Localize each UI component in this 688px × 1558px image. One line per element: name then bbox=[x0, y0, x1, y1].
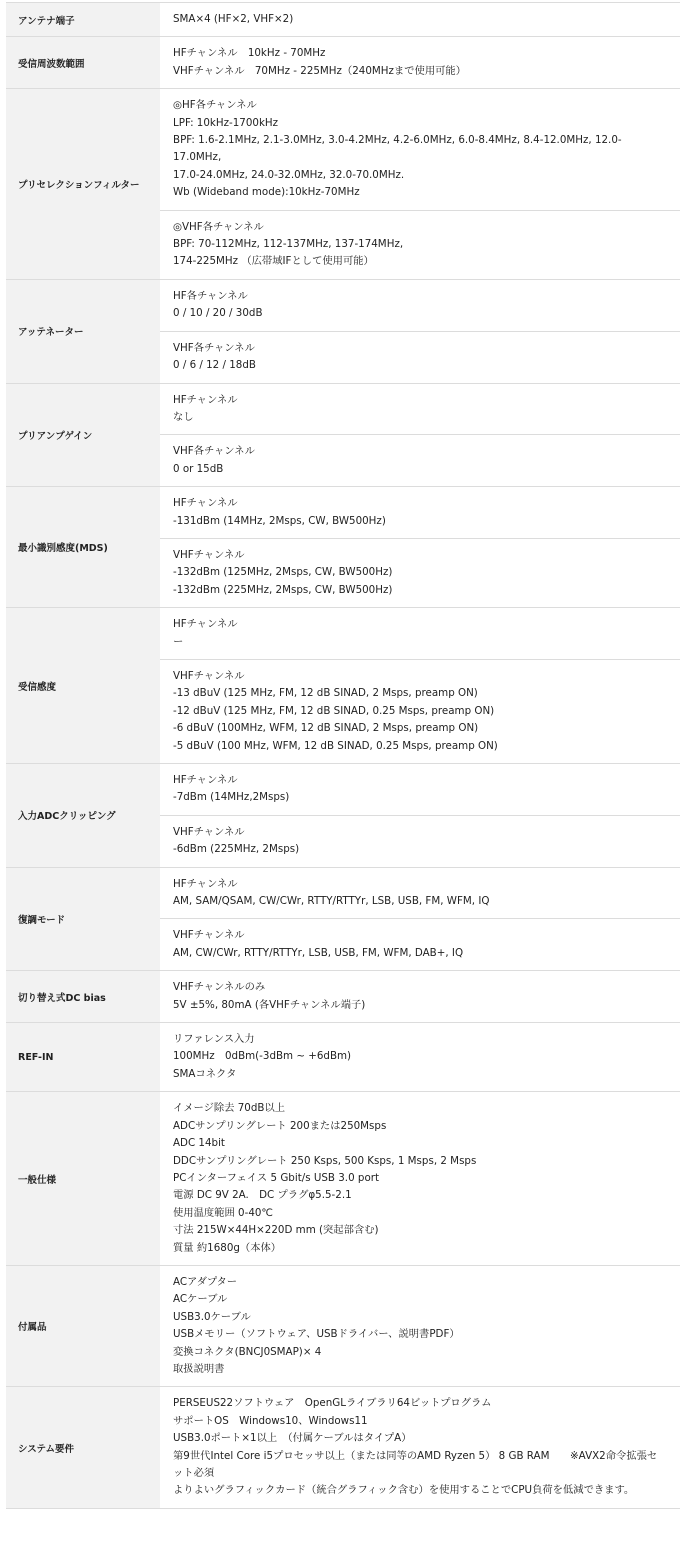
spec-value-block: VHFチャンネル -6dBm (225MHz, 2Msps) bbox=[160, 815, 680, 867]
spec-label: 切り替え式DC bias bbox=[6, 971, 160, 1022]
spec-row bbox=[6, 89, 680, 280]
spec-value-block: SMA×4 (HF×2, VHF×2) bbox=[173, 13, 294, 25]
spec-value-block: HFチャンネル AM, SAM/QSAM, CW/CWr, RTTY/RTTYr, LSB, USB, FM, WFM, IQ bbox=[173, 877, 490, 908]
spec-value-block: VHF各チャンネル 0 / 6 / 12 / 18dB bbox=[160, 331, 680, 383]
spec-value-block: VHFチャンネル -132dBm (125MHz, 2Msps, CW, BW500Hz) -132dBm (225MHz, 2Msps, CW, BW500Hz) bbox=[160, 538, 680, 607]
spec-value-block: HFチャンネル ー bbox=[173, 618, 238, 648]
spec-value-block: VHF各チャンネル 0 or 15dB bbox=[160, 434, 680, 486]
spec-value-block: HF各チャンネル 0 / 10 / 20 / 30dB bbox=[173, 289, 263, 320]
spec-value-block: HFチャンネル -7dBm (14MHz,2Msps) bbox=[173, 774, 290, 804]
spec-value-block: VHFチャンネル AM, CW/CWr, RTTY/RTTYr, LSB, USB, FM, WFM, DAB+, IQ bbox=[160, 918, 680, 970]
spec-row bbox=[6, 1387, 680, 1508]
spec-row bbox=[6, 1266, 680, 1387]
spec-value-cell bbox=[160, 280, 680, 383]
spec-value-block: ◎VHF各チャンネル BPF: 70-112MHz, 112-137MHz, 137-174MHz, 174-225MHz （広帯域IFとして使用可能） bbox=[160, 210, 680, 279]
spec-value-block: HFチャンネル 10kHz - 70MHz VHFチャンネル 70MHz - 225MHz（240MHzまで使用可能） bbox=[173, 47, 467, 77]
spec-label: アッテネーター bbox=[6, 280, 160, 383]
spec-row bbox=[6, 384, 680, 488]
spec-value-block: イメージ除去 70dB以上 ADCサンプリングレート 200または250Msps ADC 14bit DDCサンプリングレート 250 Ksps, 500 Ksps, 1 Msps, 2 Msps PCインターフェイス 5 Gbit/s USB 3.0 port 電源 DC 9V 2A. DC プラグφ5.5-2.1 使用温度範囲 0-40℃ 寸法 215W×44H×220D mm (突起部含む) 質量 約1680g（本体） bbox=[173, 1102, 477, 1254]
spec-label: REF-IN bbox=[6, 1023, 160, 1091]
spec-value-cell bbox=[160, 1266, 680, 1386]
spec-value-cell bbox=[160, 764, 680, 867]
spec-value-block: HFチャンネル -131dBm (14MHz, 2Msps, CW, BW500Hz) bbox=[173, 497, 386, 527]
spec-row bbox=[6, 280, 680, 384]
spec-value-block: PERSEUS22ソフトウェア OpenGLライブラリ64ビットプログラム サポートOS Windows10、Windows11 USB3.0ポート×1以上 （付属ケーブルはタイプA） 第9世代Intel Core i5プロセッサ以上（または同等のAMD Ryzen 5） 8 GB RAM ※AVX2命令拡張セット必須 よりよいグラフィックカード（統合グラフィック含む）を使用することでCPU負荷を低減できます。 bbox=[173, 1397, 658, 1497]
spec-row bbox=[6, 1092, 680, 1266]
spec-row bbox=[6, 37, 680, 89]
spec-value-cell bbox=[160, 37, 680, 88]
spec-row bbox=[6, 1023, 680, 1092]
spec-value-cell bbox=[160, 608, 680, 763]
spec-label: 受信周波数範囲 bbox=[6, 37, 160, 88]
spec-value-cell bbox=[160, 487, 680, 607]
spec-value-block: リファレンス入力 100MHz 0dBm(-3dBm ~ +6dBm) SMAコネクタ bbox=[173, 1033, 352, 1080]
spec-label: 最小識別感度(MDS) bbox=[6, 487, 160, 607]
spec-value-cell bbox=[160, 868, 680, 971]
spec-value-block: ACアダプター ACケーブル USB3.0ケーブル USBメモリー（ソフトウェア、USBドライバー、説明書PDF） 変換コネクタ(BNCJ0SMAP)× 4 取扱説明書 bbox=[173, 1275, 460, 1375]
spec-label: 付属品 bbox=[6, 1266, 160, 1386]
spec-row bbox=[6, 487, 680, 608]
spec-value-cell bbox=[160, 1387, 680, 1507]
spec-row bbox=[6, 764, 680, 868]
spec-label: システム要件 bbox=[6, 1387, 160, 1507]
spec-value-block: VHFチャンネルのみ 5V ±5%, 80mA (各VHFチャンネル端子) bbox=[173, 981, 366, 1011]
spec-row bbox=[6, 3, 680, 37]
spec-value-cell bbox=[160, 384, 680, 487]
spec-row bbox=[6, 868, 680, 972]
spec-label: プリアンプゲイン bbox=[6, 384, 160, 487]
spec-label: 一般仕様 bbox=[6, 1092, 160, 1265]
spec-table bbox=[6, 2, 680, 1509]
spec-value-cell bbox=[160, 1092, 680, 1265]
spec-row bbox=[6, 971, 680, 1023]
spec-value-cell bbox=[160, 89, 680, 279]
spec-value-cell bbox=[160, 3, 680, 36]
spec-label: アンテナ端子 bbox=[6, 3, 160, 36]
spec-row bbox=[6, 608, 680, 764]
spec-value-cell bbox=[160, 1023, 680, 1091]
spec-value-cell bbox=[160, 971, 680, 1022]
spec-label: 入力ADCクリッピング bbox=[6, 764, 160, 867]
spec-label: 受信感度 bbox=[6, 608, 160, 763]
spec-label: 復調モード bbox=[6, 868, 160, 971]
spec-value-block: HFチャンネル なし bbox=[173, 393, 238, 423]
spec-value-block: ◎HF各チャンネル LPF: 10kHz-1700kHz BPF: 1.6-2.1MHz, 2.1-3.0MHz, 3.0-4.2MHz, 4.2-6.0MHz, 6.0-8.4MHz, 8.4-12.0MHz, 12.0-17.0MHz, 17.0-24.0MHz, 24.0-32.0MHz, 32.0-70.0MHz. Wb (Wideband mode):10kHz-70MHz bbox=[173, 99, 622, 199]
spec-label: プリセレクションフィルター bbox=[6, 89, 160, 279]
spec-value-block: VHFチャンネル -13 dBuV (125 MHz, FM, 12 dB SINAD, 2 Msps, preamp ON) -12 dBuV (125 MHz, FM, 12 dB SINAD, 0.25 Msps, preamp ON) -6 dBuV (100MHz, WFM, 12 dB SINAD, 2 Msps, preamp ON) -5 dBuV (100 MHz, WFM, 12 dB SINAD, 0.25 Msps, preamp ON) bbox=[160, 659, 680, 763]
